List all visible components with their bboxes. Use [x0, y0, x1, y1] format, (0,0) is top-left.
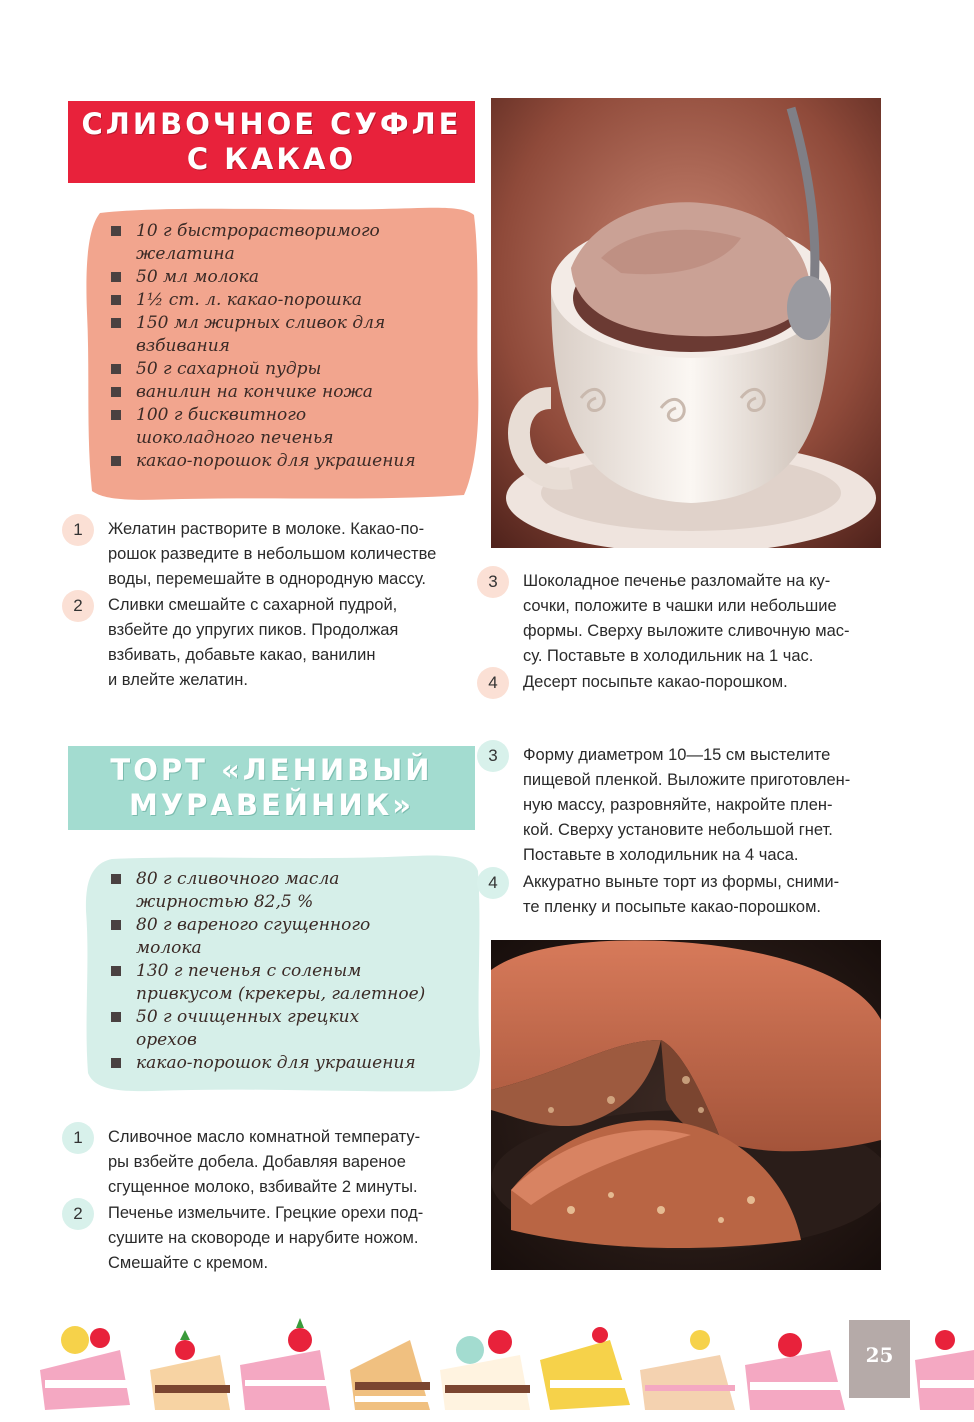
recipe2-title-banner [68, 746, 475, 830]
ingredient-item: какао-порошок для украшения [110, 1052, 425, 1075]
step-text: Форму диаметром 10—15 см выстелите пищевой пленкой. Выложите приготовлен- ную массу, разровняйте, накройте плен- кой. Сверху установите небольшой гнет. Поставьте в холодильник на 4 часа. [523, 746, 851, 864]
step-text: Десерт посыпьте какао-порошком. [523, 673, 788, 691]
step-text: Желатин растворите в молоке. Какао-по- рошок разведите в небольшом количестве воды, перемешайте в однородную массу. [108, 520, 437, 588]
step-text: Сливки смешайте с сахарной пудрой, взбейте до упругих пиков. Продолжая взбивать, добавьте какао, ванилин и влейте желатин. [108, 596, 399, 689]
step-number-badge: 1 [62, 1122, 94, 1154]
recipe1-title-banner [68, 101, 475, 183]
ingredient-item: какао-порошок для украшения [110, 450, 416, 473]
step-number-badge: 4 [477, 867, 509, 899]
ingredient-item: 50 г очищенных грецких орехов [110, 1006, 425, 1052]
sweets-border-decoration [0, 1310, 974, 1417]
ingredient-item: 130 г печенья с соленым привкусом (крекеры, галетное) [110, 960, 425, 1006]
recipe1-ingredient-list [110, 220, 416, 473]
recipe1-title-line1: СЛИВОЧНОЕ СУФЛЕ [81, 107, 462, 141]
ingredient-item: 50 г сахарной пудры [110, 358, 416, 381]
ingredient-item: 100 г бисквитного шоколадного печенья [110, 404, 416, 450]
ingredient-item: 1½ ст. л. какао-порошка [110, 289, 416, 312]
recipe2-ingredients-panel [82, 851, 482, 1094]
page-number: 25 [849, 1320, 910, 1398]
ingredient-item: 10 г быстрорастворимого желатина [110, 220, 416, 266]
step-number-badge: 2 [62, 1198, 94, 1230]
recipe1-title-line2: С КАКАО [186, 142, 357, 176]
ingredient-item: 80 г вареного сгущенного молока [110, 914, 425, 960]
cake-photo [491, 940, 881, 1270]
recipe2-ingredient-list [110, 868, 425, 1075]
ingredient-item: 150 мл жирных сливок для взбивания [110, 312, 416, 358]
step-number-badge: 2 [62, 590, 94, 622]
recipe2-title-line2: МУРАВЕЙНИК» [128, 788, 415, 822]
ingredient-item: 80 г сливочного масла жирностью 82,5 % [110, 868, 425, 914]
step-number-badge: 4 [477, 667, 509, 699]
ingredient-item: 50 мл молока [110, 266, 416, 289]
recipe2-title-line1: ТОРТ «ЛЕНИВЫЙ [110, 753, 433, 787]
ingredient-item: ванилин на кончике ножа [110, 381, 416, 404]
step-number-badge: 3 [477, 740, 509, 772]
step-number-badge: 3 [477, 566, 509, 598]
step-text: Сливочное масло комнатной температу- ры взбейте добела. Добавляя вареное сгущенное молоко, взбивайте 2 минуты. [108, 1128, 421, 1196]
souffle-photo [491, 98, 881, 548]
step-text: Печенье измельчите. Грецкие орехи под- сушите на сковороде и нарубите ножом. Смешайте с кремом. [108, 1204, 424, 1272]
step-text: Шоколадное печенье разломайте на ку- сочки, положите в чашки или небольшие формы. Сверху выложите сливочную мас- су. Поставьте в холодильник на 1 час. [523, 572, 850, 665]
recipe1-ingredients-panel [82, 203, 482, 503]
step-text: Аккуратно выньте торт из формы, сними- те пленку и посыпьте какао-порошком. [523, 873, 840, 916]
cake-slice-icon [40, 1326, 130, 1410]
step-number-badge: 1 [62, 514, 94, 546]
